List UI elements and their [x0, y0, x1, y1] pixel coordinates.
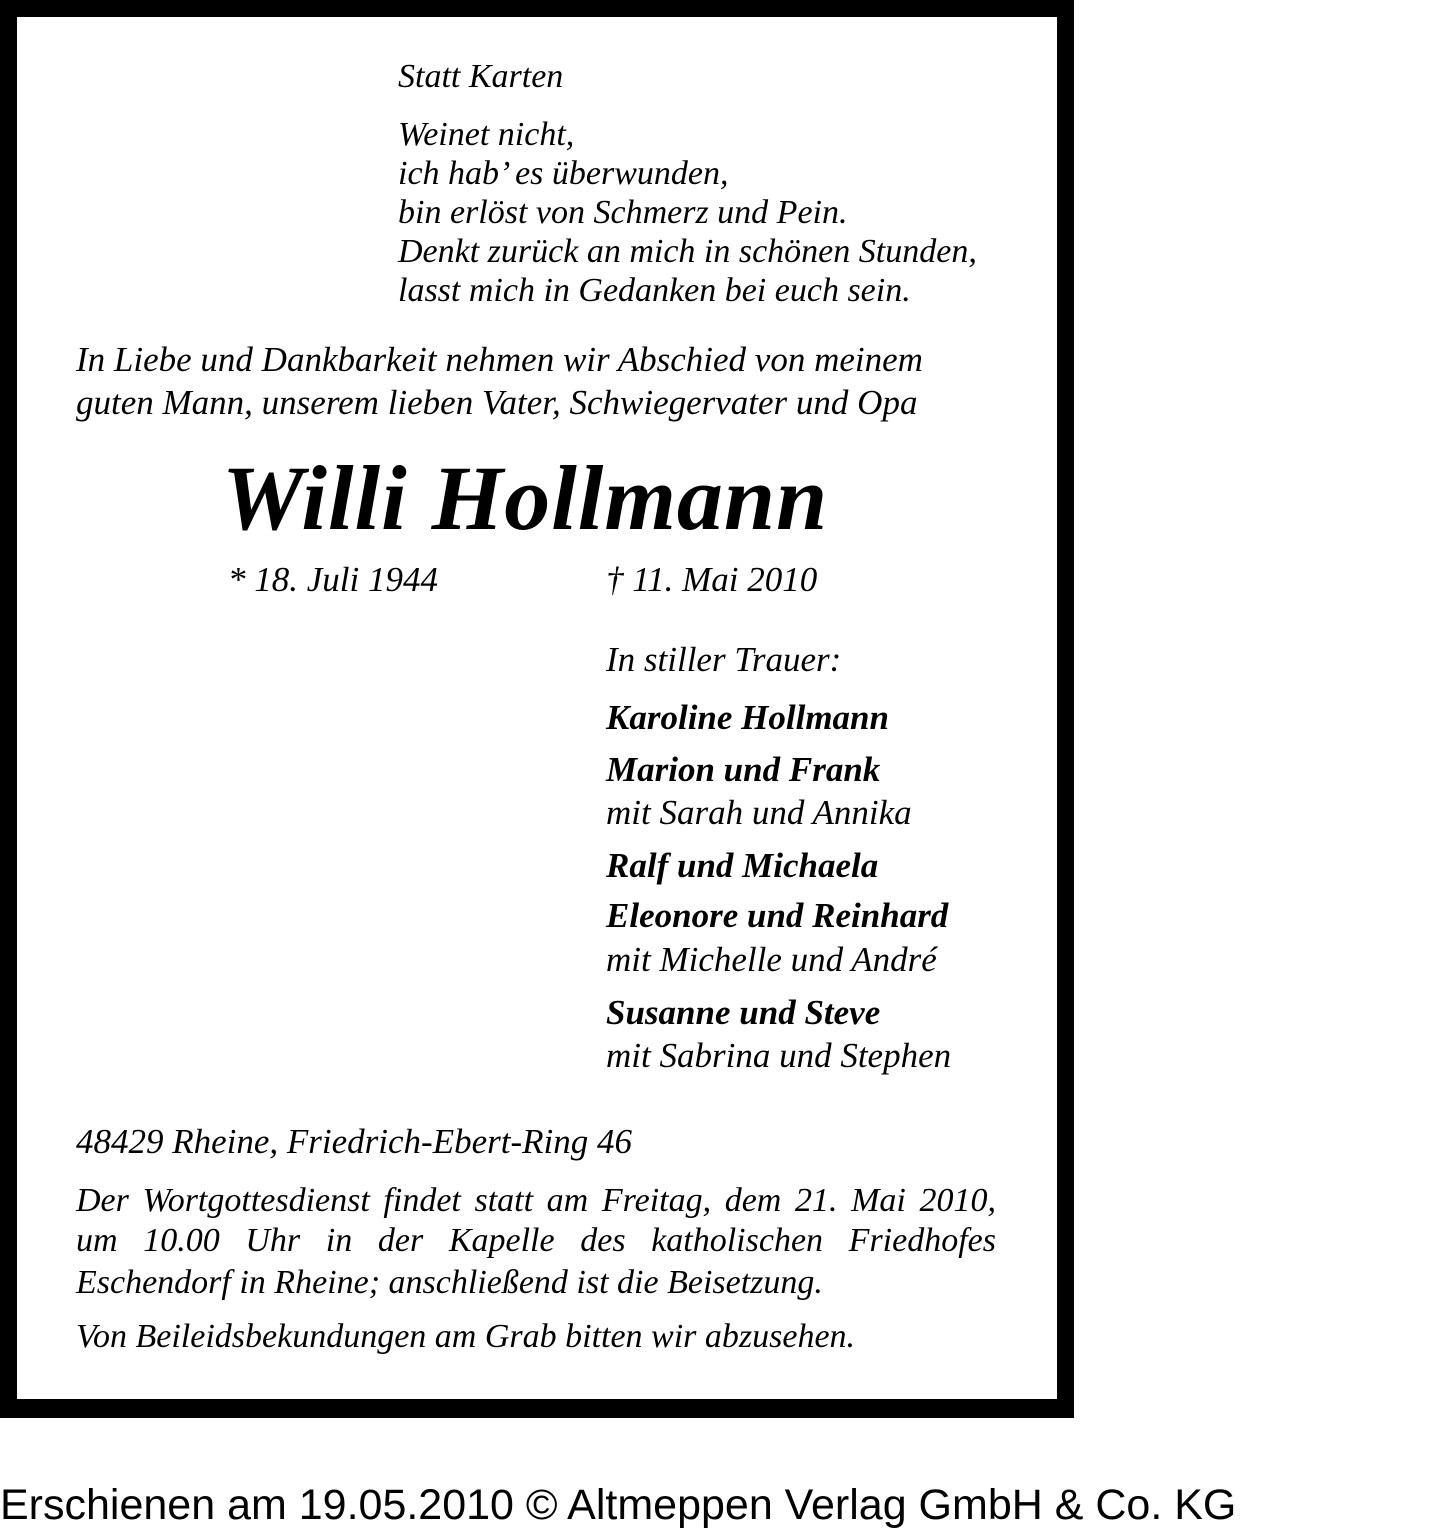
service-line: um 10.00 Uhr in der Kapelle des katholischen Friedhofes — [76, 1222, 996, 1259]
mourner-name: Susanne und Steve — [606, 993, 881, 1032]
intro-line: guten Mann, unserem lieben Vater, Schwiegervater und Opa — [76, 383, 918, 422]
mourner-children: mit Michelle und André — [606, 940, 937, 979]
mourner-name: Marion und Frank — [606, 750, 881, 789]
mourner-name: Eleonore und Reinhard — [606, 896, 949, 935]
mourner-children: mit Sabrina und Stephen — [606, 1036, 952, 1075]
poem-line: bin erlöst von Schmerz und Pein. — [398, 194, 848, 231]
address: 48429 Rheine, Friedrich-Ebert-Ring 46 — [76, 1122, 632, 1161]
service-line: Eschendorf in Rheine; anschließend ist die Beisetzung. — [76, 1264, 823, 1301]
poem-line: lasst mich in Gedanken bei euch sein. — [398, 272, 911, 309]
poem-line: Denkt zurück an mich in schönen Stunden, — [398, 233, 977, 270]
mourner-children: mit Sarah und Annika — [606, 793, 912, 832]
poem-line: ich hab’ es überwunden, — [398, 155, 729, 192]
mourner-name: Karoline Hollmann — [606, 698, 889, 737]
mourner-name: Ralf und Michaela — [606, 846, 879, 885]
death-date: † 11. Mai 2010 — [606, 560, 818, 599]
header-text: Statt Karten — [398, 58, 564, 95]
poem-line: Weinet nicht, — [398, 116, 575, 153]
intro-line: In Liebe und Dankbarkeit nehmen wir Abschied von meinem — [76, 340, 923, 379]
deceased-name: Willi Hollmann — [222, 447, 829, 549]
birth-date: * 18. Juli 1944 — [228, 560, 438, 599]
condolence-request: Von Beileidsbekundungen am Grab bitten wir abzusehen. — [76, 1318, 856, 1355]
service-line: Der Wortgottesdienst findet statt am Freitag, dem 21. Mai 2010, — [76, 1182, 996, 1219]
publication-footer: Erschienen am 19.05.2010 © Altmeppen Verlag GmbH & Co. KG — [0, 1481, 1237, 1529]
mourning-label: In stiller Trauer: — [606, 640, 842, 679]
